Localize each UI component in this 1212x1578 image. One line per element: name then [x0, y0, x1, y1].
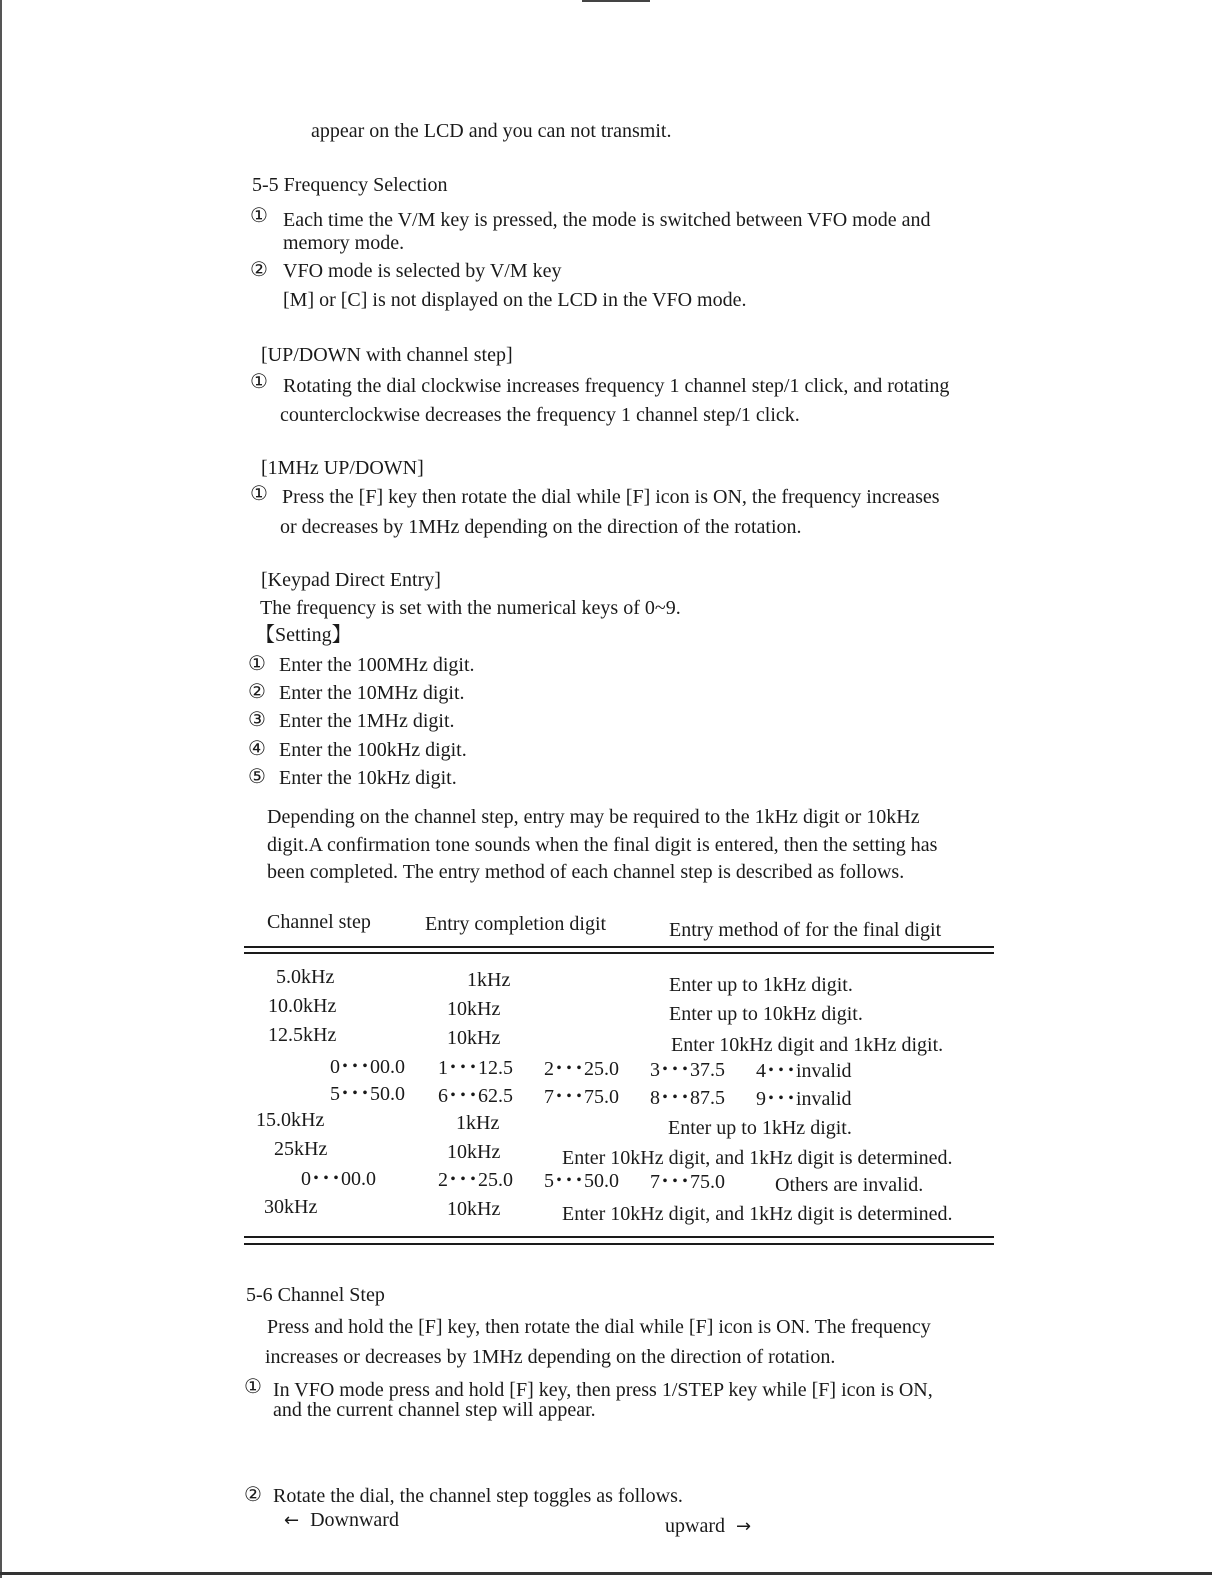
- item-text: Each time the V/M key is pressed, the mode is switched between VFO mode and: [283, 209, 931, 231]
- keypad-paragraph: been completed. The entry method of each channel step is described as follows.: [267, 861, 905, 883]
- table-cell-step: 5.0kHz: [276, 966, 335, 988]
- step-marker: ①: [248, 653, 266, 675]
- upward-text: upward: [665, 1515, 725, 1537]
- table-cell-digit: 1kHz: [467, 969, 511, 991]
- upward-label: [665, 1513, 751, 1540]
- downward-text: Downward: [310, 1509, 399, 1531]
- section-5-6-heading: 5-6 Channel Step: [246, 1284, 385, 1306]
- item-marker: ①: [250, 205, 268, 227]
- item-text: or decreases by 1MHz depending on the direction of the rotation.: [280, 516, 802, 538]
- table-sub-entry: 9･･･invalid: [756, 1088, 852, 1110]
- table-sub-entry: 7･･･75.0: [544, 1086, 619, 1108]
- step-text: Enter the 100MHz digit.: [279, 654, 475, 676]
- downward-label: [284, 1507, 399, 1534]
- updown-heading: [UP/DOWN with channel step]: [261, 344, 513, 366]
- item-text: [M] or [C] is not displayed on the LCD in the VFO mode.: [283, 289, 747, 311]
- section-5-6-paragraph: Press and hold the [F] key, then rotate the dial while [F] icon is ON. The frequency: [267, 1316, 931, 1338]
- keypad-paragraph: digit.A confirmation tone sounds when the final digit is entered, then the setting has: [267, 834, 938, 856]
- table-cell-step: 15.0kHz: [256, 1109, 325, 1131]
- table-cell-digit: 10kHz: [447, 1027, 501, 1049]
- table-cell-method: Enter up to 1kHz digit.: [669, 974, 853, 996]
- table-cell-digit: 10kHz: [447, 1141, 501, 1163]
- table-sub-entry: 0･･･00.0: [301, 1168, 376, 1190]
- table-cell-method: Enter 10kHz digit and 1kHz digit.: [671, 1034, 944, 1056]
- table-sub-entry: 4･･･invalid: [756, 1060, 852, 1082]
- table-cell-method: Enter 10kHz digit, and 1kHz digit is determined.: [562, 1203, 953, 1225]
- table-cell-step: 25kHz: [274, 1138, 328, 1160]
- table-header-channel-step: Channel step: [267, 911, 371, 933]
- table-header-completion-digit: Entry completion digit: [425, 913, 607, 935]
- item-marker: ①: [250, 483, 268, 505]
- table-cell-digit: 1kHz: [456, 1112, 500, 1134]
- item-marker: ②: [250, 259, 268, 281]
- step-marker: ④: [248, 738, 266, 760]
- intro-line: appear on the LCD and you can not transmit.: [311, 120, 672, 142]
- table-cell-step: 12.5kHz: [268, 1024, 337, 1046]
- table-sub-entry: 8･･･87.5: [650, 1087, 725, 1109]
- arrow-left-icon: ←: [284, 1510, 300, 1531]
- step-text: Enter the 10kHz digit.: [279, 767, 457, 789]
- table-sub-entry: Others are invalid.: [775, 1174, 924, 1196]
- item-text: and the current channel step will appear.: [273, 1399, 596, 1421]
- scan-left-edge: [0, 0, 2, 1578]
- keypad-intro: The frequency is set with the numerical keys of 0~9.: [260, 597, 681, 619]
- item-text: In VFO mode press and hold [F] key, then press 1/STEP key while [F] icon is ON,: [273, 1379, 933, 1401]
- step-text: Enter the 100kHz digit.: [279, 739, 467, 761]
- table-bottom-rule: [244, 1236, 994, 1238]
- item-text: Press the [F] key then rotate the dial while [F] icon is ON, the frequency increases: [282, 486, 940, 508]
- table-top-rule: [244, 946, 994, 948]
- setting-label: 【Setting】: [255, 624, 352, 646]
- item-text: Rotating the dial clockwise increases frequency 1 channel step/1 click, and rotating: [283, 375, 950, 397]
- top-rule: [582, 0, 650, 2]
- table-sub-entry: 5･･･50.0: [544, 1170, 619, 1192]
- arrow-right-icon: →: [735, 1516, 752, 1537]
- step-marker: ③: [248, 709, 266, 731]
- item-text: memory mode.: [283, 232, 405, 254]
- item-text: Rotate the dial, the channel step toggles as follows.: [273, 1485, 683, 1507]
- section-5-6-paragraph: increases or decreases by 1MHz depending on the direction of rotation.: [265, 1346, 836, 1368]
- table-cell-step: 30kHz: [264, 1196, 318, 1218]
- item-marker: ②: [244, 1484, 262, 1506]
- step-text: Enter the 1MHz digit.: [279, 710, 455, 732]
- item-text: counterclockwise decreases the frequency 1 channel step/1 click.: [280, 404, 800, 426]
- item-marker: ①: [250, 371, 268, 393]
- table-sub-entry: 1･･･12.5: [438, 1057, 513, 1079]
- mhz-heading: [1MHz UP/DOWN]: [261, 457, 424, 479]
- table-cell-method: Enter 10kHz digit, and 1kHz digit is determined.: [562, 1147, 953, 1169]
- table-sub-entry: 6･･･62.5: [438, 1085, 513, 1107]
- table-cell-digit: 10kHz: [447, 998, 501, 1020]
- table-sub-entry: 3･･･37.5: [650, 1059, 725, 1081]
- step-marker: ⑤: [248, 766, 266, 788]
- step-text: Enter the 10MHz digit.: [279, 682, 465, 704]
- item-text: VFO mode is selected by V/M key: [283, 260, 562, 282]
- table-top-rule: [244, 952, 994, 954]
- table-sub-entry: 0･･･00.0: [330, 1056, 405, 1078]
- table-sub-entry: 5･･･50.0: [330, 1083, 405, 1105]
- keypad-heading: [Keypad Direct Entry]: [261, 569, 441, 591]
- scan-bottom-edge: [0, 1572, 1212, 1575]
- table-cell-method: Enter up to 1kHz digit.: [668, 1117, 852, 1139]
- table-bottom-rule: [244, 1243, 994, 1245]
- table-sub-entry: 2･･･25.0: [438, 1169, 513, 1191]
- keypad-paragraph: Depending on the channel step, entry may be required to the 1kHz digit or 10kHz: [267, 806, 920, 828]
- table-sub-entry: 2･･･25.0: [544, 1058, 619, 1080]
- step-marker: ②: [248, 681, 266, 703]
- table-header-entry-method: Entry method of for the final digit: [669, 919, 942, 941]
- table-cell-step: 10.0kHz: [268, 995, 337, 1017]
- table-cell-method: Enter up to 10kHz digit.: [669, 1003, 863, 1025]
- item-marker: ①: [244, 1376, 262, 1398]
- table-sub-entry: 7･･･75.0: [650, 1171, 725, 1193]
- table-cell-digit: 10kHz: [447, 1198, 501, 1220]
- section-5-5-heading: 5-5 Frequency Selection: [252, 174, 448, 196]
